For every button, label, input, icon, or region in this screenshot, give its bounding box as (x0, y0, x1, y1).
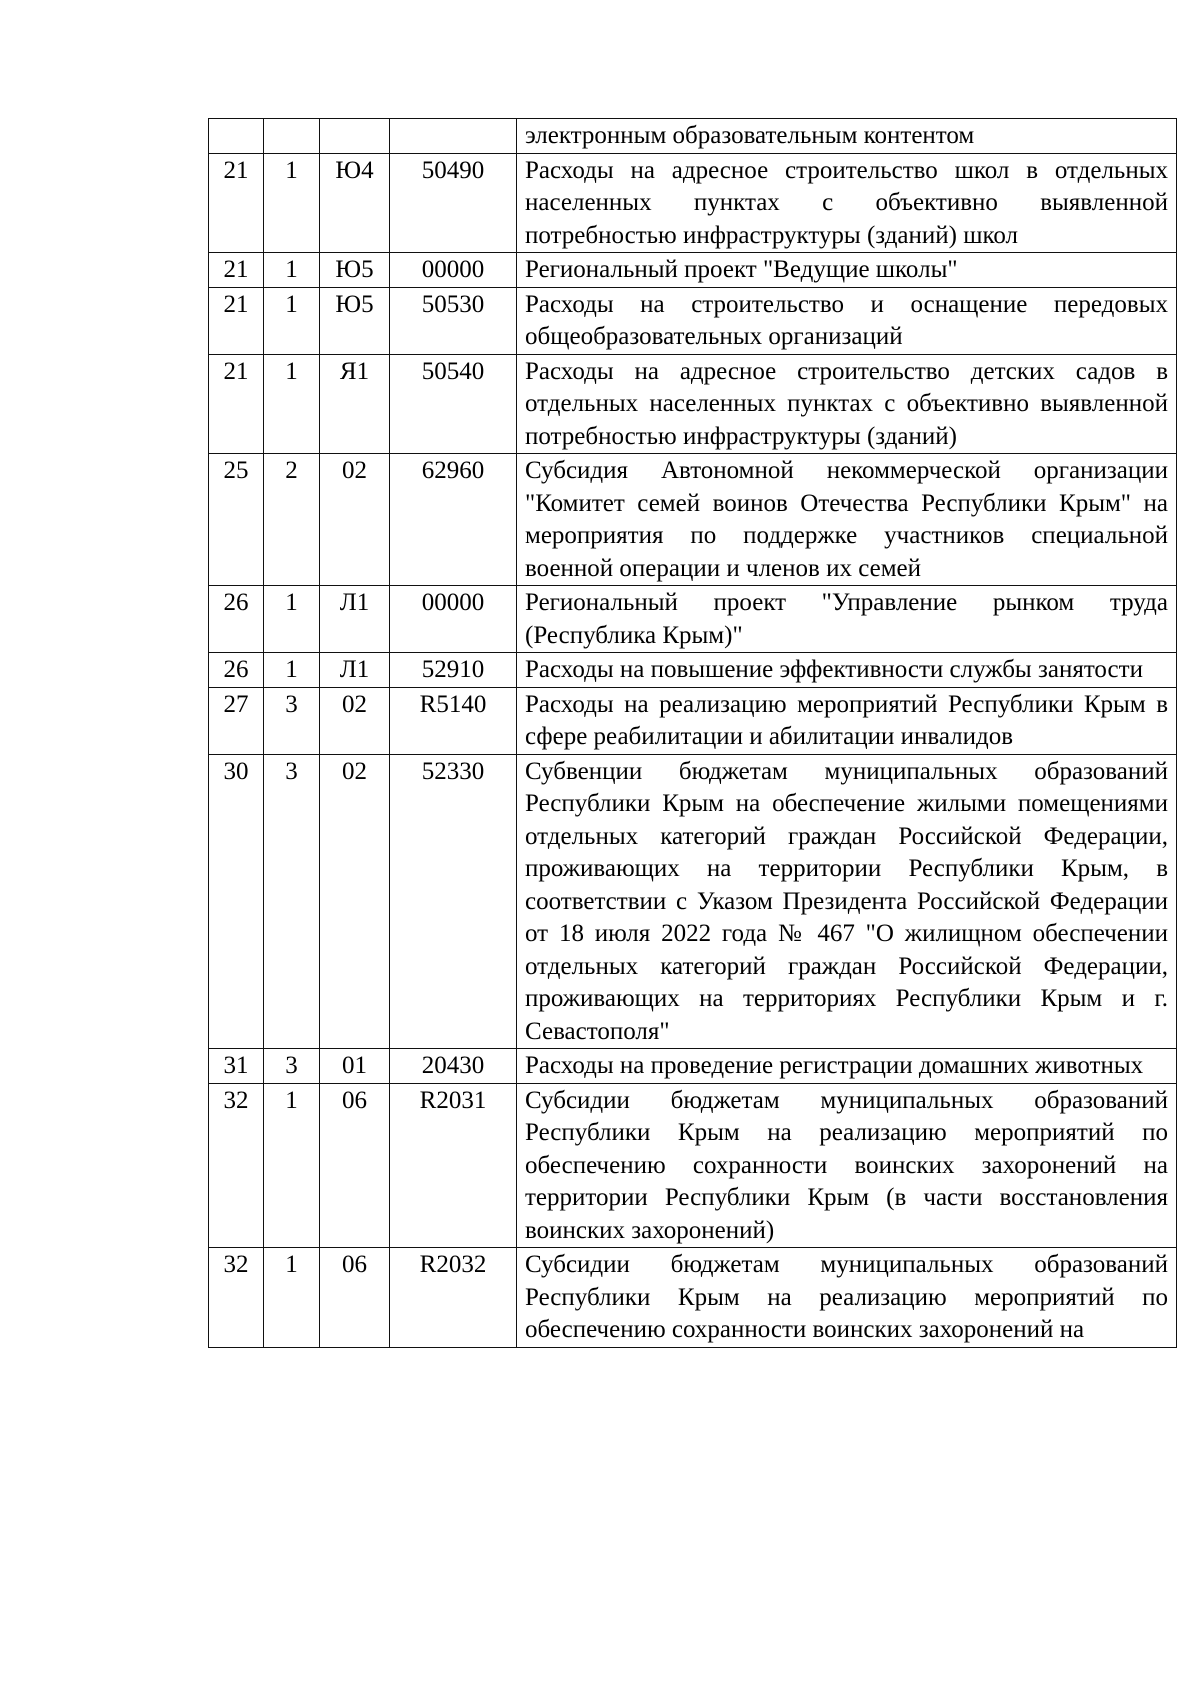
cell-code-2: 1 (264, 354, 320, 454)
table-row (209, 119, 1177, 154)
cell-description: Региональный проект "Управление рынком труда (Республика Крым)" (517, 586, 1177, 653)
cell-code-3: Ю4 (320, 153, 390, 253)
cell-code-4: 00000 (390, 586, 517, 653)
cell-code-4 (390, 119, 517, 154)
cell-code-2: 1 (264, 253, 320, 288)
cell-code-1: 32 (209, 1083, 264, 1248)
cell-code-4: 62960 (390, 454, 517, 586)
cell-description: Региональный проект "Ведущие школы" (517, 253, 1177, 288)
cell-code-3: Ю5 (320, 253, 390, 288)
table-row (209, 1049, 1177, 1084)
cell-code-4: R5140 (390, 687, 517, 754)
cell-code-4: 52330 (390, 754, 517, 1049)
table-row (209, 253, 1177, 288)
table-row (209, 1248, 1177, 1348)
cell-code-1 (209, 119, 264, 154)
cell-code-1: 27 (209, 687, 264, 754)
cell-code-4: 52910 (390, 653, 517, 688)
table-body (209, 119, 1177, 1348)
cell-code-1: 26 (209, 586, 264, 653)
budget-code-table (208, 118, 1177, 1348)
cell-description: Расходы на проведение регистрации домашних животных (517, 1049, 1177, 1084)
cell-description: электронным образовательным контентом (517, 119, 1177, 154)
cell-description: Субвенции бюджетам муниципальных образований Республики Крым на обеспечение жилыми помещениями отдельных категорий граждан Российской Федерации, проживающих на территории Республики Крым, в соответствии с Указом Президента Российской Федерации от 18 июля 2022 года № 467 "О жилищном обеспечении отдельных категорий граждан Российской Федерации, проживающих на территориях Республики Крым и г. Севастополя" (517, 754, 1177, 1049)
cell-code-1: 32 (209, 1248, 264, 1348)
cell-code-1: 26 (209, 653, 264, 688)
cell-code-1: 30 (209, 754, 264, 1049)
cell-code-3: 06 (320, 1248, 390, 1348)
table-row (209, 754, 1177, 1049)
cell-description: Расходы на строительство и оснащение передовых общеобразовательных организаций (517, 287, 1177, 354)
cell-code-1: 21 (209, 287, 264, 354)
table-row (209, 687, 1177, 754)
cell-description: Субсидии бюджетам муниципальных образований Республики Крым на реализацию мероприятий по обеспечению сохранности воинских захоронений на (517, 1248, 1177, 1348)
table-row (209, 653, 1177, 688)
cell-code-4: 50530 (390, 287, 517, 354)
cell-code-2: 1 (264, 653, 320, 688)
cell-code-3 (320, 119, 390, 154)
cell-code-2: 1 (264, 1248, 320, 1348)
cell-code-3: 02 (320, 754, 390, 1049)
cell-code-3: Ю5 (320, 287, 390, 354)
cell-code-2 (264, 119, 320, 154)
cell-description: Субсидия Автономной некоммерческой организации "Комитет семей воинов Отечества Республики Крым" на мероприятия по поддержке участников специальной военной операции и членов их семей (517, 454, 1177, 586)
cell-code-1: 21 (209, 153, 264, 253)
table-row (209, 354, 1177, 454)
cell-description: Расходы на повышение эффективности службы занятости (517, 653, 1177, 688)
cell-code-2: 1 (264, 153, 320, 253)
cell-code-3: Я1 (320, 354, 390, 454)
cell-code-2: 1 (264, 1083, 320, 1248)
cell-description: Расходы на адресное строительство детских садов в отдельных населенных пунктах с объективно выявленной потребностью инфраструктуры (зданий) (517, 354, 1177, 454)
table-row (209, 1083, 1177, 1248)
cell-description: Субсидии бюджетам муниципальных образований Республики Крым на реализацию мероприятий по обеспечению сохранности воинских захоронений на территории Республики Крым (в части восстановления воинских захоронений) (517, 1083, 1177, 1248)
table-row (209, 153, 1177, 253)
cell-code-4: R2032 (390, 1248, 517, 1348)
cell-code-1: 21 (209, 354, 264, 454)
cell-code-2: 2 (264, 454, 320, 586)
table-row (209, 454, 1177, 586)
cell-code-3: 06 (320, 1083, 390, 1248)
table-row (209, 287, 1177, 354)
cell-code-4: 50540 (390, 354, 517, 454)
cell-code-2: 3 (264, 1049, 320, 1084)
cell-code-2: 3 (264, 754, 320, 1049)
cell-code-4: 00000 (390, 253, 517, 288)
cell-description: Расходы на адресное строительство школ в отдельных населенных пунктах с объективно выявленной потребностью инфраструктуры (зданий) школ (517, 153, 1177, 253)
cell-code-3: 02 (320, 454, 390, 586)
cell-code-3: 02 (320, 687, 390, 754)
cell-code-4: R2031 (390, 1083, 517, 1248)
cell-code-4: 20430 (390, 1049, 517, 1084)
cell-code-1: 31 (209, 1049, 264, 1084)
cell-code-3: 01 (320, 1049, 390, 1084)
cell-code-2: 1 (264, 586, 320, 653)
cell-code-1: 25 (209, 454, 264, 586)
cell-code-3: Л1 (320, 653, 390, 688)
cell-code-2: 3 (264, 687, 320, 754)
cell-description: Расходы на реализацию мероприятий Республики Крым в сфере реабилитации и абилитации инвалидов (517, 687, 1177, 754)
cell-code-4: 50490 (390, 153, 517, 253)
cell-code-2: 1 (264, 287, 320, 354)
cell-code-1: 21 (209, 253, 264, 288)
table-row (209, 586, 1177, 653)
cell-code-3: Л1 (320, 586, 390, 653)
